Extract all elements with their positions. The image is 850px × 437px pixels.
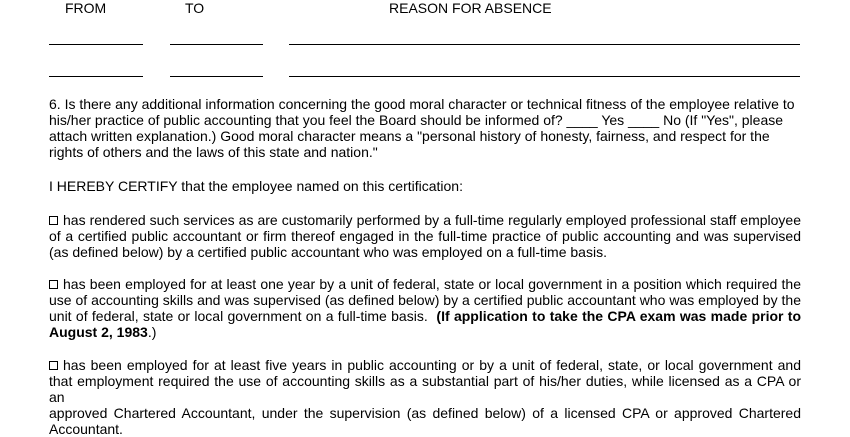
option-2-date: August 2, 1983 <box>49 324 148 340</box>
option-2-note: (If application to take the CPA exam was made prior to <box>436 308 802 324</box>
from-field-2[interactable] <box>49 76 143 77</box>
question-6: 6. Is there any additional information concerning the good moral character or technical fitness of the employee relative to his/her practice of public accounting that you feel the Board should be informed of? ____ Yes ____ No (If "Yes", please attach written explanation.) Good moral character means a "personal history of honesty, fairness, and respect for the rights of others and the laws of this state and nation." <box>49 96 795 160</box>
reason-field-2[interactable] <box>289 76 800 77</box>
option-2-checkbox[interactable] <box>49 280 58 289</box>
reason-header: REASON FOR ABSENCE <box>389 0 552 16</box>
option-3: has been employed for at least five years in public accounting or by a unit of federal, state, or local government and that employment required the use of accounting skills as a substantial part of his/her duties, while licensed as a CPA or an approved Chartered Accountant, under the supervision (as defined below) of a licensed CPA or approved Chartered Accountant. <box>49 357 801 437</box>
reason-field-1[interactable] <box>289 44 800 45</box>
option-3-checkbox[interactable] <box>49 361 58 370</box>
option-2: has been employed for at least one year by a unit of federal, state or local government in a position which required the use of accounting skills and was supervised (as defined below) by a certified public accountant who was employed by the unit of federal, state or local government on a full-time basis. (If application to take the CPA exam was made prior to August 2, 1983.) <box>49 276 802 340</box>
from-field-1[interactable] <box>49 44 143 45</box>
to-header: TO <box>185 0 205 16</box>
to-field-2[interactable] <box>170 76 263 77</box>
option-1: has rendered such services as are customarily performed by a full-time regularly employed professional staff employee of a certified public accountant or firm thereof engaged in the full-time practice of public accounting and was supervised (as defined below) by a certified public accountant who was employed on a full-time basis. <box>49 212 801 260</box>
to-field-1[interactable] <box>170 44 263 45</box>
certify-statement: I HEREBY CERTIFY that the employee named on this certification: <box>49 178 463 194</box>
option-1-checkbox[interactable] <box>49 216 58 225</box>
from-header: FROM <box>65 0 107 16</box>
